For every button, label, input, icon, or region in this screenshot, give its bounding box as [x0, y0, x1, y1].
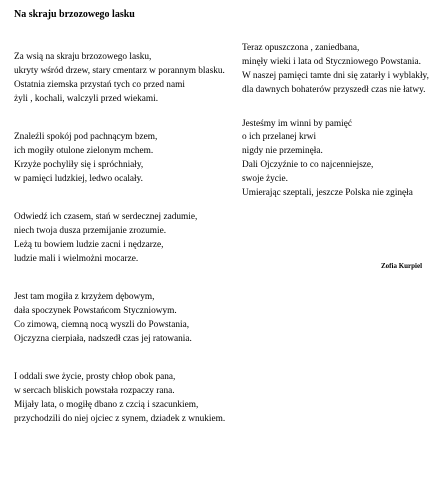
- verse-line: W naszej pamięci tamte dni się zatarły i wyblakły,: [242, 71, 429, 81]
- stanza: [14, 130, 239, 186]
- verse-line: dała spoczynek Powstańcom Styczniowym.: [14, 306, 177, 316]
- verse-line: Jesteśmy im winni by pamięć: [242, 119, 352, 129]
- verse-line: dla dawnych bohaterów przyszedł czas nie łatwy.: [242, 85, 426, 95]
- verse-line: Odwiedź ich czasem, stań w serdecznej zadumie,: [14, 212, 198, 222]
- verse-line: I oddali swe życie, prosty chłop obok pana,: [14, 372, 176, 382]
- verse-line: nigdy nie przeminęła.: [242, 146, 323, 156]
- verse-line: ukryty wśród drzew, stary cmentarz w porannym blasku.: [14, 66, 225, 76]
- verse-line: Teraz opuszczona , zaniedbana,: [242, 43, 360, 53]
- author-signature: Zofia Kurpiel: [381, 262, 423, 270]
- verse-line: Dali Ojczyźnie to co najcenniejsze,: [242, 160, 374, 170]
- verse-line: w pamięci ludzkiej, ledwo ocalały.: [14, 174, 143, 184]
- verse-line: Leżą tu bowiem ludzie zacni i nędzarze,: [14, 240, 164, 250]
- poem-right-column: [242, 41, 442, 200]
- verse-line: Mijały lata, o mogiłę dbano z czcią i szacunkiem,: [14, 400, 199, 410]
- verse-line: Ostatnia ziemska przystań tych co przed nami: [14, 80, 185, 90]
- verse-line: Krzyże pochyliły się i spróchniały,: [14, 160, 144, 170]
- verse-line: Znaleźli spokój pod pachnącym bzem,: [14, 132, 158, 142]
- stanza: [242, 119, 442, 200]
- verse-line: Ojczyzna cierpiała, nadszedł czas jej ratowania.: [14, 334, 192, 344]
- stanza: [14, 50, 239, 106]
- stanza: [242, 41, 442, 97]
- verse-line: Umierając szeptali, jeszcze Polska nie zginęła: [242, 188, 413, 198]
- verse-line: przychodzili do niej ojciec z synem, dziadek z wnukiem.: [14, 414, 226, 424]
- verse-line: ludzie mali i wielmożni mocarze.: [14, 254, 139, 264]
- verse-line: Co zimową, ciemną nocą wyszli do Powstania,: [14, 320, 190, 330]
- poem-title: Na skraju brzozowego lasku: [14, 9, 135, 20]
- verse-line: swoje życie.: [242, 174, 288, 184]
- stanza: [14, 370, 239, 426]
- verse-line: w sercach bliskich powstała rozpaczy rana.: [14, 386, 175, 396]
- verse-line: Za wsią na skraju brzozowego lasku,: [14, 52, 152, 62]
- poem-left-column: [14, 50, 239, 426]
- verse-line: żyli , kochali, walczyli przed wiekami.: [14, 94, 159, 104]
- verse-line: niech twoja dusza przemijanie zrozumie.: [14, 226, 167, 236]
- stanza: [14, 290, 239, 346]
- verse-line: Jest tam mogiła z krzyżem dębowym,: [14, 292, 155, 302]
- stanza: [14, 210, 239, 266]
- verse-line: minęły wieki i lata od Styczniowego Powstania.: [242, 57, 421, 67]
- verse-line: o ich przelanej krwi: [242, 132, 317, 142]
- verse-line: ich mogiły otulone zielonym mchem.: [14, 146, 154, 156]
